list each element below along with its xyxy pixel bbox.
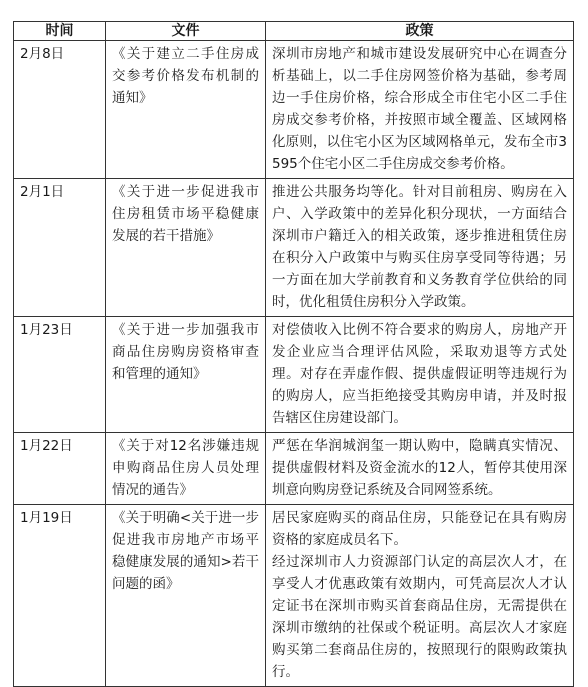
table-row [14, 317, 574, 433]
document-cell: 《关于明确<关于进一步促进我市房地产市场平稳健康发展的通知>若干问题的函》 [106, 505, 266, 687]
date-cell: 1月19日 [14, 505, 106, 687]
date-cell: 2月1日 [14, 179, 106, 317]
policy-paragraph: 深圳市房地产和城市建设发展研究中心在调查分析基础上，以二手住房网签价格为基础，参考周边一手住房价格，综合形成全市住宅小区二手住房成交参考价格，并按照市域全覆盖、区域网格化原则，以住宅小区为区域网格单元，发布全市3595个住宅小区二手住房成交参考价格。 [272, 46, 567, 172]
header-policy: 政策 [266, 22, 574, 41]
policy-table [13, 21, 574, 687]
table-row [14, 41, 574, 179]
policy-table-container [13, 21, 574, 687]
policy-paragraph: 经过深圳市人力资源部门认定的高层次人才，在享受人才优惠政策有效期内，可凭高层次人才认定证书在深圳市购买首套商品住房，无需提供在深圳市缴纳的社保或个税证明。高层次人才家庭购买第二套商品住房的，按照现行的限购政策执行。 [272, 554, 567, 680]
header-date: 时间 [14, 22, 106, 41]
policy-cell [266, 317, 574, 433]
policy-paragraph: 严惩在华润城润玺一期认购中，隐瞒真实情况、提供虚假材料及资金流水的12人，暂停其使用深圳意向购房登记系统及合同网签系统。 [272, 438, 567, 498]
table-row [14, 179, 574, 317]
table-header-row [14, 22, 574, 41]
policy-paragraph: 居民家庭购买的商品住房，只能登记在具有购房资格的家庭成员名下。 [272, 510, 567, 548]
table-row [14, 505, 574, 687]
policy-paragraph: 对偿债收入比例不符合要求的购房人，房地产开发企业应当合理评估风险，采取劝退等方式处理。对存在弄虚作假、提供虚假证明等违规行为的购房人，应当拒绝接受其购房申请，并及时报告辖区住房建设部门。 [272, 322, 567, 426]
document-cell: 《关于进一步促进我市住房租赁市场平稳健康发展的若干措施》 [106, 179, 266, 317]
table-row [14, 433, 574, 505]
document-cell: 《关于对12名涉嫌违规申购商品住房人员处理情况的通告》 [106, 433, 266, 505]
policy-cell [266, 179, 574, 317]
policy-cell [266, 505, 574, 687]
date-cell: 2月8日 [14, 41, 106, 179]
policy-paragraph: 推进公共服务均等化。针对目前租房、购房在入户、入学政策中的差异化积分现状，一方面结合深圳市户籍迁入的相关政策，逐步推进租赁住房在积分入户政策中与购买住房享受同等待遇；另一方面在加大学前教育和义务教育学位供给的同时，优化租赁住房积分入学政策。 [272, 184, 567, 310]
document-cell: 《关于建立二手住房成交参考价格发布机制的通知》 [106, 41, 266, 179]
policy-cell [266, 41, 574, 179]
header-document: 文件 [106, 22, 266, 41]
policy-cell [266, 433, 574, 505]
date-cell: 1月23日 [14, 317, 106, 433]
document-cell: 《关于进一步加强我市商品住房购房资格审查和管理的通知》 [106, 317, 266, 433]
date-cell: 1月22日 [14, 433, 106, 505]
